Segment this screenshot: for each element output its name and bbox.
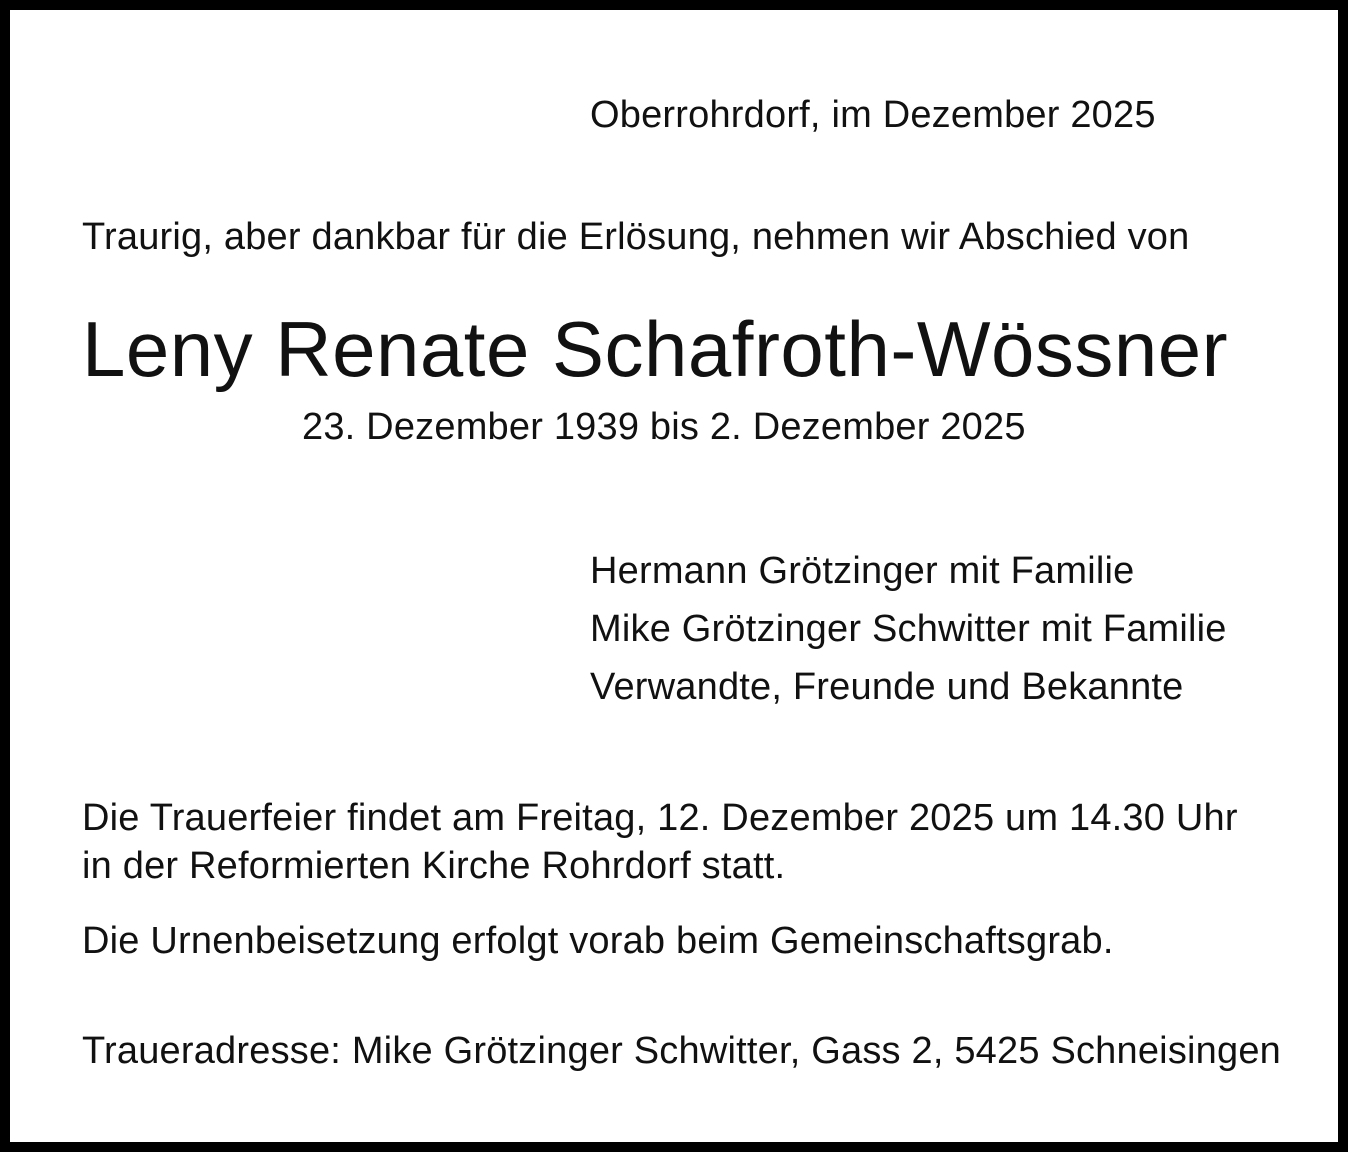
mourner-item: Mike Grötzinger Schwitter mit Familie [590, 608, 1227, 650]
funeral-service-info [82, 794, 1238, 890]
deceased-name: Leny Renate Schafroth-Wössner [82, 305, 1229, 393]
urn-burial-info: Die Urnenbeisetzung erfolgt vorab beim Gemeinschaftsgrab. [82, 920, 1114, 962]
life-dates: 23. Dezember 1939 bis 2. Dezember 2025 [302, 406, 1026, 448]
intro-text: Traurig, aber dankbar für die Erlösung, nehmen wir Abschied von [82, 216, 1190, 258]
mourner-item: Hermann Grötzinger mit Familie [590, 550, 1135, 592]
service-line: in der Reformierten Kirche Rohrdorf statt. [82, 845, 786, 887]
place-and-date: Oberrohrdorf, im Dezember 2025 [590, 94, 1156, 136]
mourner-item: Verwandte, Freunde und Bekannte [590, 666, 1184, 708]
mourning-address: Traueradresse: Mike Grötzinger Schwitter, Gass 2, 5425 Schneisingen [82, 1030, 1282, 1072]
service-line: Die Trauerfeier findet am Freitag, 12. Dezember 2025 um 14.30 Uhr [82, 797, 1238, 839]
mourners-list [590, 542, 1227, 716]
